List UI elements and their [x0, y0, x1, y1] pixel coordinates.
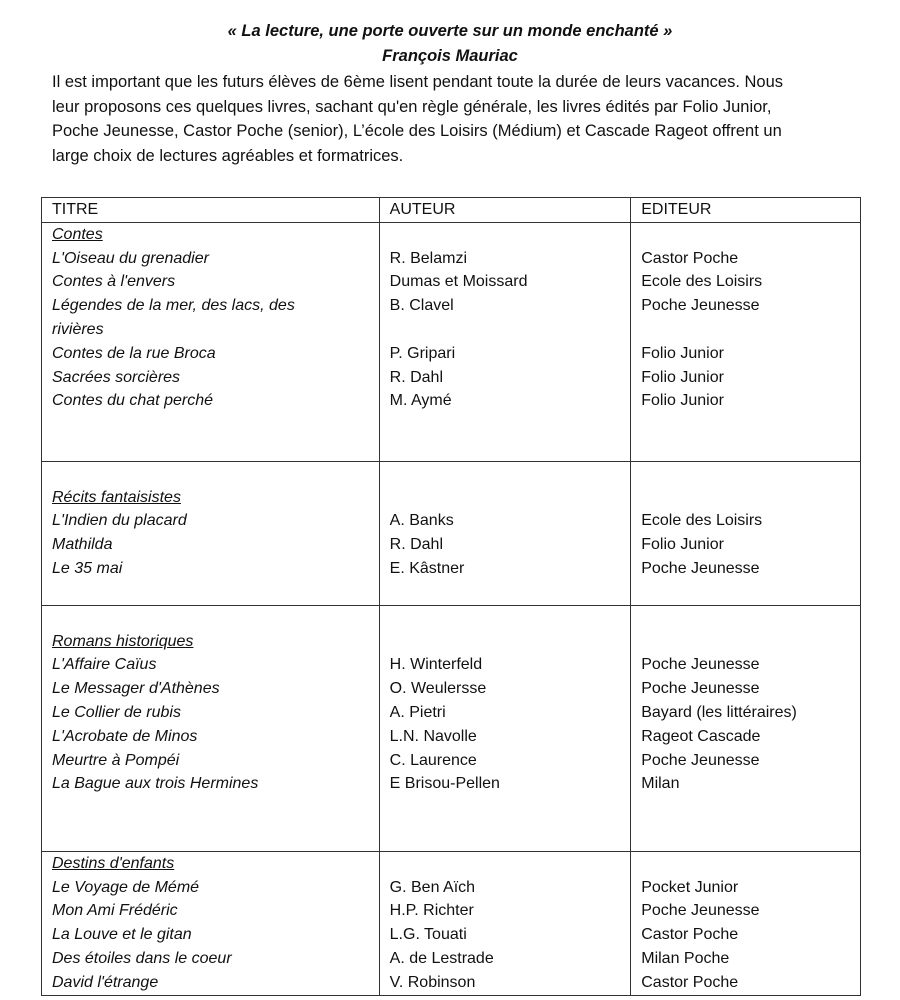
book-publisher: Folio Junior: [641, 344, 724, 362]
book-title: Le Collier de rubis: [52, 703, 181, 721]
quote-author: François Mauriac: [382, 47, 518, 65]
book-author: O. Weulersse: [389, 680, 487, 698]
book-author: L.N. Navolle: [389, 727, 477, 745]
author-cell: [379, 605, 631, 851]
book-author: C. Laurence: [389, 751, 477, 769]
book-publisher: Folio Junior: [641, 368, 724, 386]
book-author: M. Aymé: [389, 392, 452, 410]
book-title: L'Acrobate de Minos: [52, 727, 198, 745]
book-title-continued: rivières: [52, 320, 104, 338]
book-author: B. Clavel: [389, 297, 454, 315]
book-title: Meurtre à Pompéi: [52, 751, 180, 769]
book-title: Mon Ami Frédéric: [52, 902, 178, 920]
book-publisher: Milan: [641, 775, 680, 793]
book-publisher: Poche Jeunesse: [641, 656, 760, 674]
book-publisher: Poche Jeunesse: [641, 559, 760, 577]
book-author: R. Dahl: [389, 368, 444, 386]
category-heading: Destins d'enfants: [52, 854, 175, 872]
book-author: A. Pietri: [389, 703, 446, 721]
category-heading: Récits fantaisistes: [52, 488, 181, 506]
book-title: Des étoiles dans le coeur: [52, 949, 232, 967]
book-title: Contes de la rue Broca: [52, 344, 216, 362]
category-heading: Contes: [52, 225, 103, 243]
book-author: V. Robinson: [389, 973, 476, 991]
table-row: [42, 605, 861, 851]
book-author: Dumas et Moissard: [389, 273, 528, 291]
author-cell: [379, 851, 631, 995]
title-cell: [42, 605, 380, 851]
quote-title: « La lecture, une porte ouverte sur un monde enchanté »: [227, 22, 673, 40]
book-author: P. Gripari: [389, 344, 456, 362]
book-title: Contes du chat perché: [52, 392, 213, 410]
book-title: L'Oiseau du grenadier: [52, 249, 209, 267]
book-publisher: Poche Jeunesse: [641, 751, 760, 769]
intro-paragraph: [52, 70, 882, 168]
book-title: L'Affaire Caïus: [52, 656, 157, 674]
title-cell: [42, 851, 380, 995]
publisher-cell: [631, 851, 861, 995]
book-author: R. Dahl: [389, 536, 444, 554]
book-publisher: Rageot Cascade: [641, 727, 761, 745]
book-author: E. Kâstner: [389, 559, 465, 577]
table-header-row: [42, 198, 861, 223]
publisher-cell: [631, 222, 861, 461]
book-author: A. de Lestrade: [389, 949, 494, 967]
book-title: Le 35 mai: [52, 559, 123, 577]
book-publisher: Castor Poche: [641, 926, 739, 944]
book-title: Légendes de la mer, des lacs, des: [52, 297, 295, 315]
book-publisher: Folio Junior: [641, 536, 724, 554]
book-title: Le Messager d'Athènes: [52, 680, 220, 698]
book-publisher: Castor Poche: [641, 249, 739, 267]
book-publisher: Poche Jeunesse: [641, 297, 760, 315]
intro-line: Poche Jeunesse, Castor Poche (senior), L’école des Loisirs (Médium) et Cascade Rageot offrent un: [52, 122, 782, 140]
book-author: A. Banks: [389, 512, 454, 530]
book-title: La Louve et le gitan: [52, 926, 192, 944]
book-publisher: Milan Poche: [641, 949, 730, 967]
author-cell: [379, 461, 631, 605]
header-author: AUTEUR: [379, 198, 631, 223]
table-row: [42, 461, 861, 605]
book-publisher: Poche Jeunesse: [641, 902, 760, 920]
book-publisher: Poche Jeunesse: [641, 680, 760, 698]
book-publisher: Ecole des Loisirs: [641, 512, 763, 530]
table-row: [42, 222, 861, 461]
book-title: David l'étrange: [52, 973, 159, 991]
book-publisher: Folio Junior: [641, 392, 724, 410]
title-cell: [42, 222, 380, 461]
publisher-cell: [631, 461, 861, 605]
category-heading: Romans historiques: [52, 632, 194, 650]
book-publisher: Bayard (les littéraires): [641, 703, 797, 721]
title-cell: [42, 461, 380, 605]
book-title: L'Indien du placard: [52, 512, 187, 530]
intro-line: large choix de lectures agréables et formatrices.: [52, 146, 404, 165]
book-list-table: [41, 197, 861, 996]
book-author: H.P. Richter: [389, 902, 474, 920]
book-title: Contes à l'envers: [52, 273, 176, 291]
book-publisher: Pocket Junior: [641, 878, 739, 896]
book-author: H. Winterfeld: [389, 656, 483, 674]
header-publisher: EDITEUR: [631, 198, 861, 223]
book-author: L.G. Touati: [389, 926, 467, 944]
intro-line: leur proposons ces quelques livres, sachant qu'en règle générale, les livres édités par Folio Junior,: [52, 97, 772, 116]
intro-line: Il est important que les futurs élèves de 6ème lisent pendant toute la durée de leurs vacances. Nous: [52, 73, 784, 91]
author-cell: [379, 222, 631, 461]
publisher-cell: [631, 605, 861, 851]
book-title: Le Voyage de Mémé: [52, 878, 200, 896]
header-title: TITRE: [42, 198, 380, 223]
book-author: G. Ben Aïch: [389, 878, 476, 896]
book-title: La Bague aux trois Hermines: [52, 775, 259, 793]
book-publisher: Ecole des Loisirs: [641, 273, 763, 291]
book-author: E Brisou-Pellen: [389, 775, 500, 793]
book-title: Mathilda: [52, 536, 113, 554]
book-title: Sacrées sorcières: [52, 368, 181, 386]
book-author: R. Belamzi: [389, 249, 468, 267]
book-publisher: Castor Poche: [641, 973, 739, 991]
table-row: [42, 851, 861, 995]
